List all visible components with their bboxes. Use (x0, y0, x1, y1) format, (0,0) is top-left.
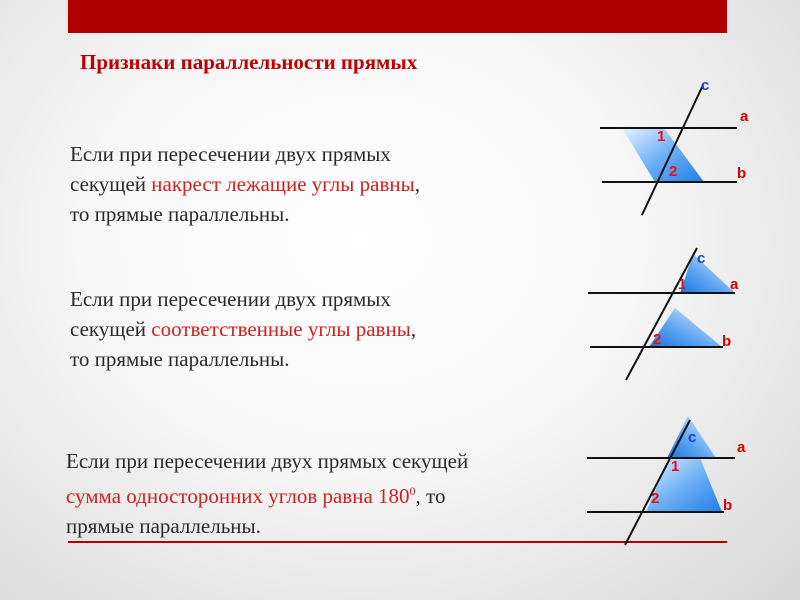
label-a: a (737, 439, 746, 456)
label-b: b (722, 333, 732, 350)
angle-label-1: 1 (657, 128, 666, 145)
label-a: a (730, 276, 739, 293)
slide-title: Признаки параллельности прямых (80, 50, 418, 74)
statement-highlight: соответственные углы равны (151, 317, 411, 341)
statement-line: Если при пересечении двух прямых секущей (66, 449, 469, 473)
statement-line: прямые параллельны. (66, 514, 261, 538)
angle-label-2: 2 (669, 163, 678, 180)
statement-highlight: сумма односторонних углов равна 180 (66, 484, 410, 508)
degree-superscript: 0 (409, 484, 416, 498)
statement-line: секущей соответственные углы равны, (70, 317, 417, 341)
label-a: a (740, 108, 749, 125)
angle-label-1: 1 (678, 276, 687, 293)
transversal-c (626, 248, 697, 380)
statement-line: то прямые параллельны. (70, 347, 290, 371)
statement-line: секущей накрест лежащие углы равны, (70, 172, 420, 196)
label-b: b (737, 165, 747, 182)
diagram-same-side-angles (587, 416, 746, 545)
statement-line: Если при пересечении двух прямых (70, 142, 391, 166)
label-b: b (723, 497, 733, 514)
statement-line: Если при пересечении двух прямых (70, 287, 391, 311)
angle-region-shading (680, 254, 735, 293)
angle-label-2: 2 (653, 331, 662, 348)
statement-line: сумма односторонних углов равна $180^0$, то (66, 484, 446, 508)
statement-line: то прямые параллельны. (70, 202, 290, 226)
diagram-corresponding-angles (588, 248, 739, 380)
angle-label-1: 1 (671, 458, 680, 475)
diagram-alternate-angles (600, 77, 749, 215)
angle-label-2: 2 (651, 490, 660, 507)
label-c: c (701, 77, 710, 94)
statement-highlight: накрест лежащие углы равны (151, 172, 415, 196)
label-c: c (697, 250, 706, 267)
label-c: c (688, 429, 697, 446)
